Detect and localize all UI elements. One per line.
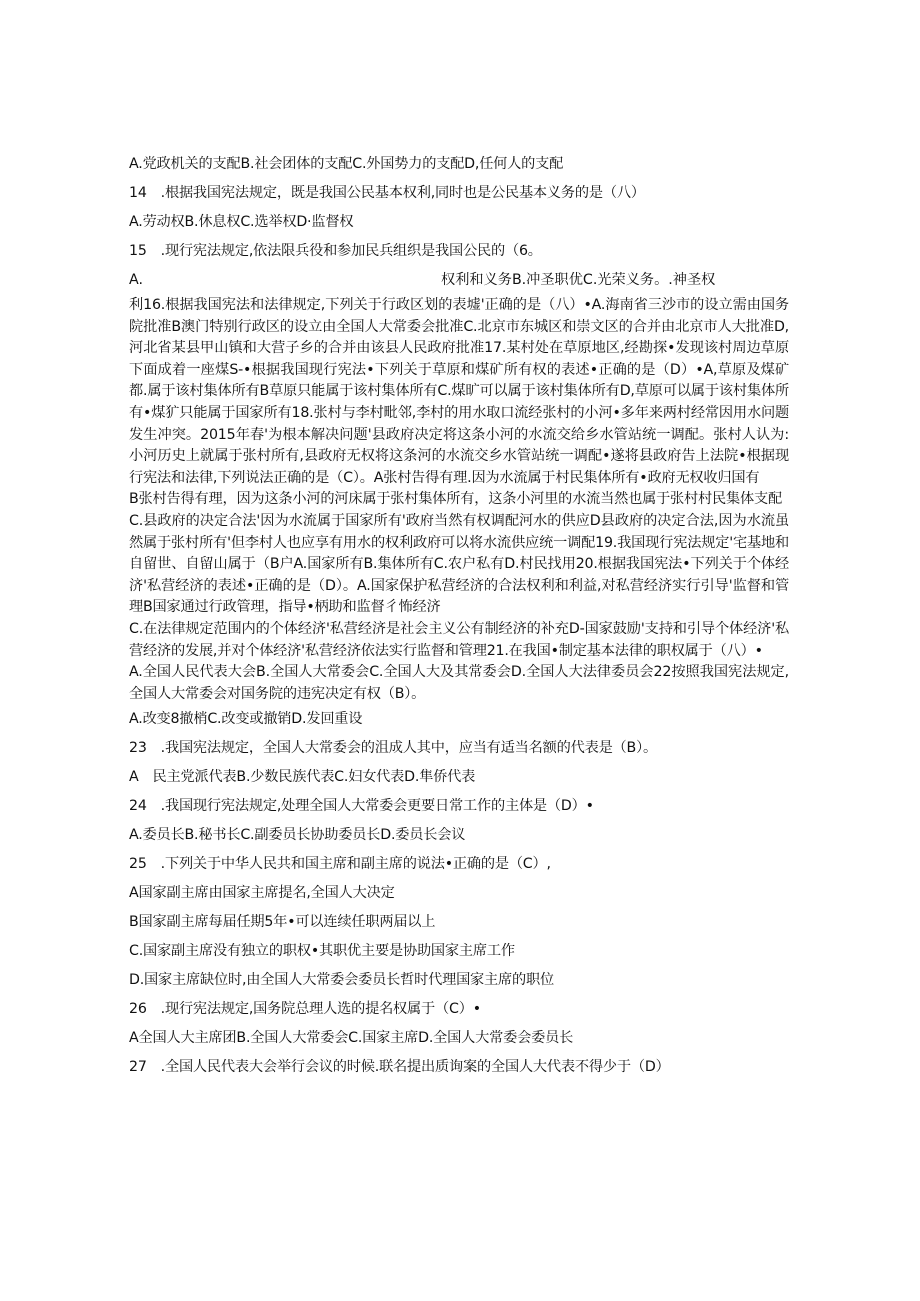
paragraph-18-c-20: C.县政府的决定合法'因为水流属于国家所有'政府当然有权调配河水的供应D县政府的决定合法,因为水流虽然属于张村所有'但李村人也应享有用水的权利政府可以将水流供应统一调配19.我国现行宪法规定'宅基地和自留世、自留山属于（B户A.国家所有B.集体所有C.农户私有D.村民找用20.根据我国宪法•下列关于个体经济'私营经济的表述•正确的是（D）。A.国家保护私营经济的合法权利和利益,对私营经济实行引导'监督和管理B国家通过行政管理，指导•柄助和监督彳怖经济	[129, 512, 789, 616]
text-line: B国家副主席每届任期5年•可以连续任职两届以上	[129, 914, 436, 931]
document-body	[129, 150, 789, 1082]
text-line: C.国家副主席没有独立的职权•其职优主要是协助国家主席工作	[129, 943, 515, 960]
option-label: A.	[129, 272, 143, 288]
question-27: 27 .全国人民代表大会举行会议的时候.联名提出质询案的全国人大代表不得少于（D）	[129, 1059, 670, 1076]
question-25: 25 .下列关于中华人民共和国主席和副主席的说法•正确的是（C）,	[129, 856, 551, 873]
question-14: 14 .根据我国宪法规定，既是我国公民基本权利,同时也是公民基本义务的是（八）	[129, 185, 645, 201]
text-line: A 民主党派代表B.少数民族代表C.妇女代表D.隼侨代表	[129, 769, 476, 786]
paragraph-16-18: 利16.根据我国宪法和法律规定,下列关于行政区划的表墟'正确的是（八）•A.海南省三沙市的设立需由国务院批准B澳门特别行政区的设立由全国人大常委会批准C.北京市东城区和崇文区的合并由北京市人大批准D,河北省某县甲山镇和大营子乡的合并由该县人民政府批准17.某村处在草原地区,经勘探•发现该村周边草原下面成着一座煤S-•根据我国现行宪法•下列关于草原和煤矿所有权的表述•正确的是（D）•A,草原及煤矿都.属于该村集体所有B草原只能属于该村集体所有C.煤旷可以属于该村集体所有D,草原可以属于该村集体所有•煤犷只能属于国家所有18.张村与李村毗邻,李村的用水取口流经张村的小河•多年来两村经常因用水问题发生冲突。2015年春'为根本解决问题'县政府决定将这条小河的水流交给乡水管站统一调配。张村人认为:小河历史上就属于张村所有,县政府无权将这条河的水流交乡水管站统一调配•遂将县政府告上法院•根据现行宪法和法律,下列说法正确的是（C）。A张村告得有理.因为水流属于村民集体所有•政府无权收归国有	[129, 297, 789, 486]
text-line: D.国家主席缺位时,由全国人大常委会委员长哲时代理国家主席的职位	[129, 972, 554, 989]
text-line: A全国人大主席团B.全国人大常委会C.国家主席D.全国人大常委会委员长	[129, 1030, 574, 1047]
paragraph-20-c-21: C.在法律规定范围内的个体经济'私营经济是社会主义公有制经济的补充D-国家鼓励'支持和引导个体经济'私营经济的发展,并对个体经济'私营经济依法实行监督和管理21.在我国•制定基本法律的职权属于（八）•	[129, 620, 789, 659]
text-line: A国家副主席由国家主席提名,全国人大决定	[129, 885, 395, 902]
question-15-options	[129, 266, 789, 295]
text-line: A.改变8撤梢C.改变或撤销D.发回重设	[129, 711, 363, 728]
text-line: A.委员长B.秘书长C.副委员长协助委员长D.委员长会议	[129, 827, 466, 844]
question-15: 15 .现行宪法规定,依法限兵役和参加民兵组织是我国公民的（6。	[129, 243, 542, 259]
question-23: 23 .我国宪法规定，全国人大常委会的沮成人其中，应当有适当名额的代表是（B）。	[129, 740, 657, 757]
question-26: 26 .现行宪法规定,国务院总理人选的提名权属于（C）•	[129, 1001, 481, 1018]
text-line: A.劳动权B.休息权C.选举权D·监督权	[129, 214, 354, 230]
question-24: 24 .我国现行宪法规定,处理全国人大常委会更要日常工作的主体是（D）•	[129, 798, 594, 815]
paragraph-18-b: B张村告得有理，因为这条小河的河床属于张村集体所有，这条小河里的水流当然也属于张村村民集体支配	[129, 491, 782, 508]
text-line: A.党政机关的支配B.社会团体的支配C.外国势力的支配D,任何人的支配	[129, 156, 564, 172]
paragraph-21-a-22: A.全国人民代表大会B.全国人大常委会C.全国人大及其常委会D.全国人大法律委员会22按照我国宪法规定,全国人大常委会对国务院的违宪决定有权（B）。	[129, 664, 789, 702]
option-text: 权利和义务B.冲圣职优C.光荣义务。.神圣权	[441, 272, 716, 288]
